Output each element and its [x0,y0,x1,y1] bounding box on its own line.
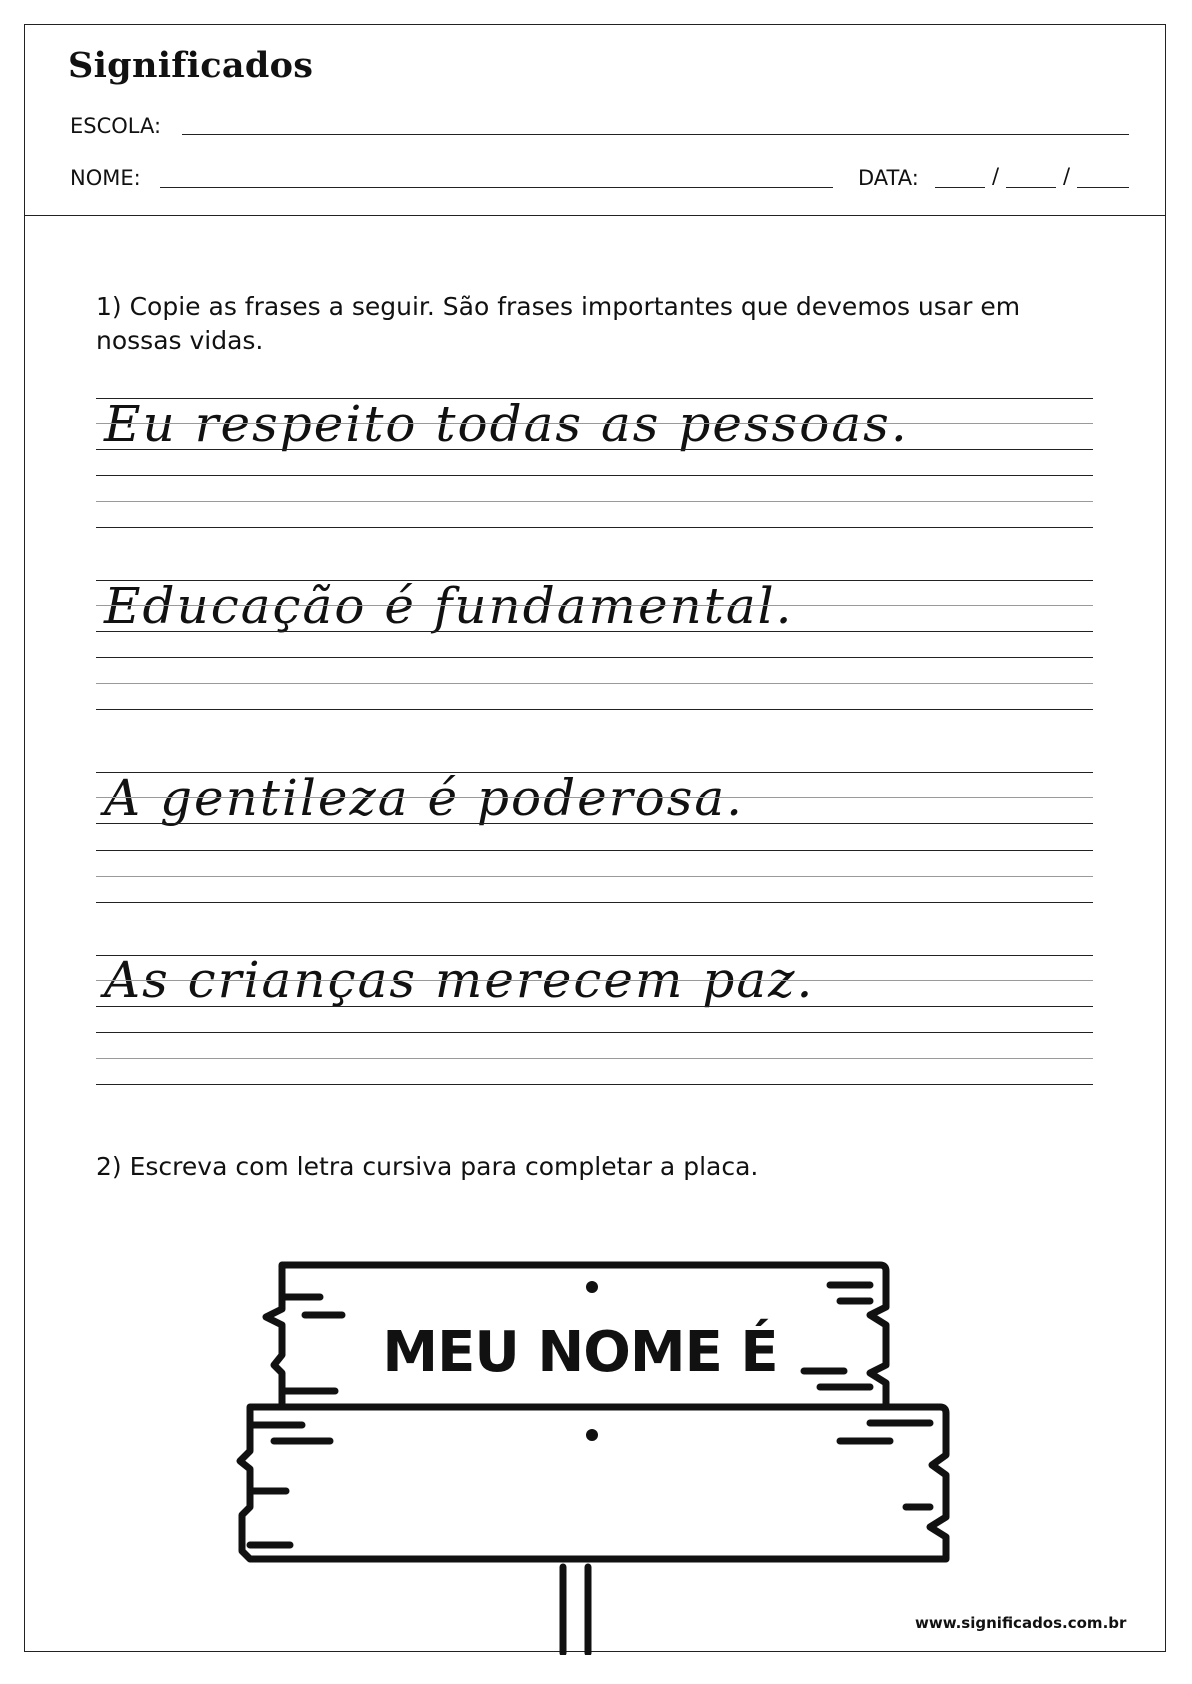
guide-line [96,823,1093,824]
guide-line [96,423,1093,424]
guide-line[interactable] [96,527,1093,528]
date-day-line[interactable] [935,187,985,188]
guide-line [96,475,1093,476]
guide-line[interactable] [96,1084,1093,1085]
exercise-1-prompt: 1) Copie as frases a seguir. São frases importantes que devemos usar em nossas vidas. [96,292,1021,355]
escola-label: ESCOLA: [70,114,162,138]
data-label: DATA: [858,166,919,190]
footer-url: www.significados.com.br [915,1614,1127,1632]
nome-label: NOME: [70,166,141,190]
guide-line [96,683,1093,684]
guide-line [96,1058,1093,1059]
guide-line [96,955,1093,956]
guide-line [96,876,1093,877]
nail-dot [586,1281,598,1293]
date-separator-1: / [992,164,1000,188]
exercise-2-prompt: 2) Escreva com letra cursiva para completar a placa. [96,1152,759,1181]
date-separator-2: / [1063,164,1071,188]
guide-line [96,657,1093,658]
guide-line [96,797,1093,798]
guide-line[interactable] [96,902,1093,903]
nome-field-line[interactable] [160,187,833,188]
escola-field-line[interactable] [182,134,1129,135]
guide-line [96,605,1093,606]
date-year-line[interactable] [1077,187,1129,188]
guide-line [96,980,1093,981]
cursive-sentence-1: Eu respeito todas as pessoas. [104,395,909,453]
sign-text: MEU NOME É [382,1320,778,1385]
guide-line [96,449,1093,450]
guide-line [96,631,1093,632]
guide-line [96,1006,1093,1007]
guide-line [96,501,1093,502]
guide-line [96,1032,1093,1033]
date-month-line[interactable] [1006,187,1056,188]
cursive-sentence-3: A gentileza é poderosa. [104,769,745,827]
guide-line [96,772,1093,773]
cursive-sentence-4: As crianças merecem paz. [104,951,815,1009]
guide-line[interactable] [96,709,1093,710]
nail-dot [586,1429,598,1441]
cursive-sentence-2: Educação é fundamental. [104,577,794,635]
guide-line [96,580,1093,581]
header-divider [24,215,1166,216]
brand-logo: Significados [68,45,314,86]
wooden-sign-illustration [230,1255,970,1655]
guide-line [96,850,1093,851]
guide-line [96,398,1093,399]
